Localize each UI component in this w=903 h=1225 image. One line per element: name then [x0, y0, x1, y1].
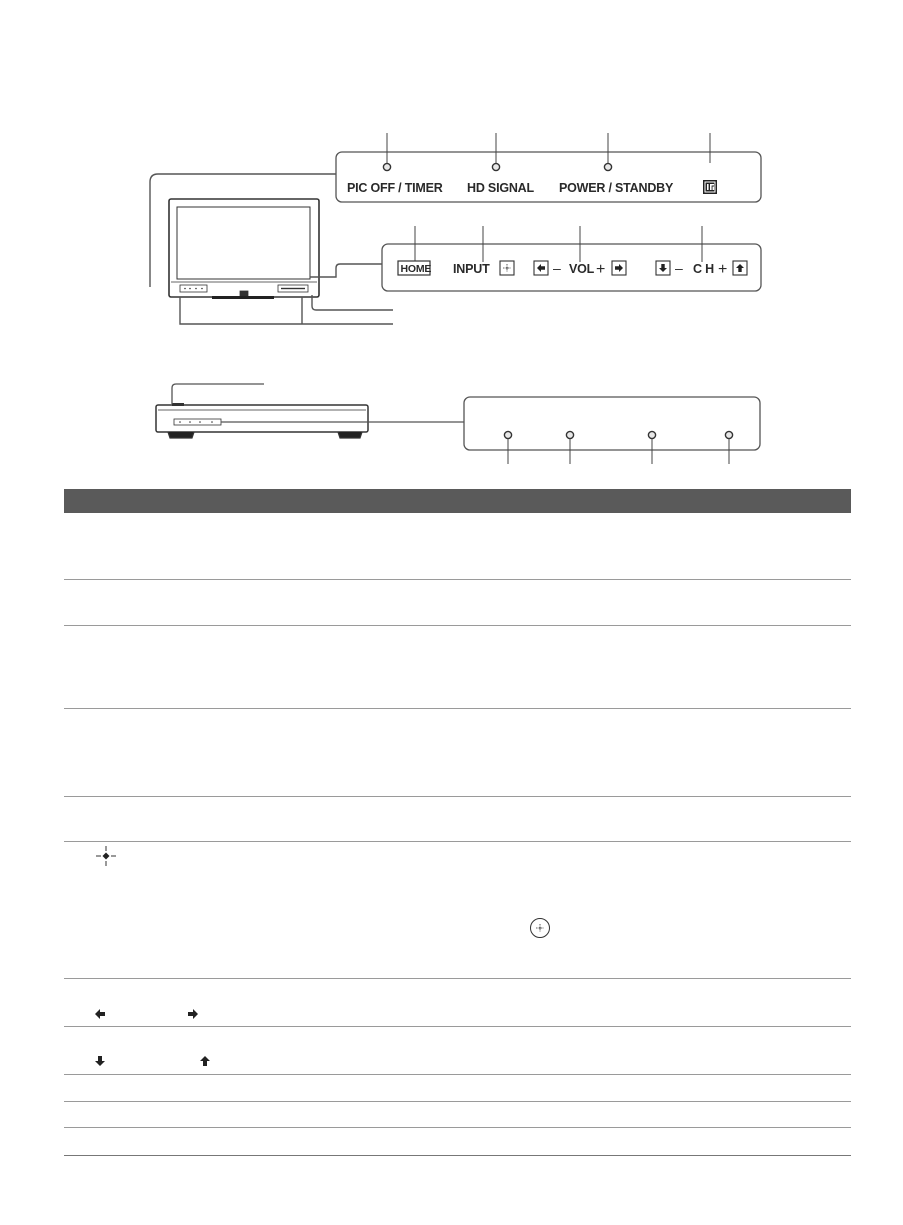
- hd-signal-label: HD SIGNAL: [467, 181, 534, 195]
- vol-down-arrow-icon: [534, 261, 548, 275]
- arrow-up-icon: [199, 1055, 211, 1067]
- table-row: [64, 1074, 851, 1075]
- ch-label: C H: [693, 262, 714, 276]
- tv-illustration: [169, 199, 319, 299]
- input-label: INPUT: [453, 262, 490, 276]
- vol-up-arrow-icon: [612, 261, 626, 275]
- pic-off-timer-label: PIC OFF / TIMER: [347, 181, 443, 195]
- table-row: [64, 978, 851, 979]
- ch-minus: –: [675, 260, 683, 276]
- select-crosshair-icon: [94, 844, 118, 868]
- home-button-icon: [398, 261, 431, 275]
- vol-label: VOL: [569, 262, 595, 276]
- table-row: [64, 1101, 851, 1102]
- vol-plus: +: [596, 261, 606, 278]
- ch-up-arrow-icon: [733, 261, 747, 275]
- arrow-down-icon: [94, 1055, 106, 1067]
- media-receiver-illustration: [156, 403, 368, 438]
- power-standby-label: POWER / STANDBY: [559, 181, 674, 195]
- ch-down-arrow-icon: [656, 261, 670, 275]
- table-row: [64, 1026, 851, 1027]
- table-row: [64, 708, 851, 709]
- tv-control-panel: [382, 226, 761, 291]
- vol-minus: –: [553, 260, 561, 276]
- table-row: [64, 579, 851, 580]
- receiver-indicator-panel: [464, 397, 760, 464]
- table-row: [64, 841, 851, 842]
- table-row: [64, 1127, 851, 1128]
- table-row: [64, 625, 851, 626]
- svg-text:HOME: HOME: [400, 263, 432, 275]
- input-select-icon: [500, 261, 514, 275]
- select-circle-icon: [529, 917, 551, 939]
- product-diagram: [0, 0, 903, 490]
- ch-plus: +: [718, 261, 728, 278]
- table-bottom-rule: [64, 1155, 851, 1156]
- table-row: [64, 796, 851, 797]
- arrow-left-icon: [94, 1008, 106, 1020]
- ir-sensor-icon: [703, 180, 717, 194]
- table-header: [64, 489, 851, 513]
- tv-indicator-panel: [336, 133, 761, 202]
- arrow-right-icon: [187, 1008, 199, 1020]
